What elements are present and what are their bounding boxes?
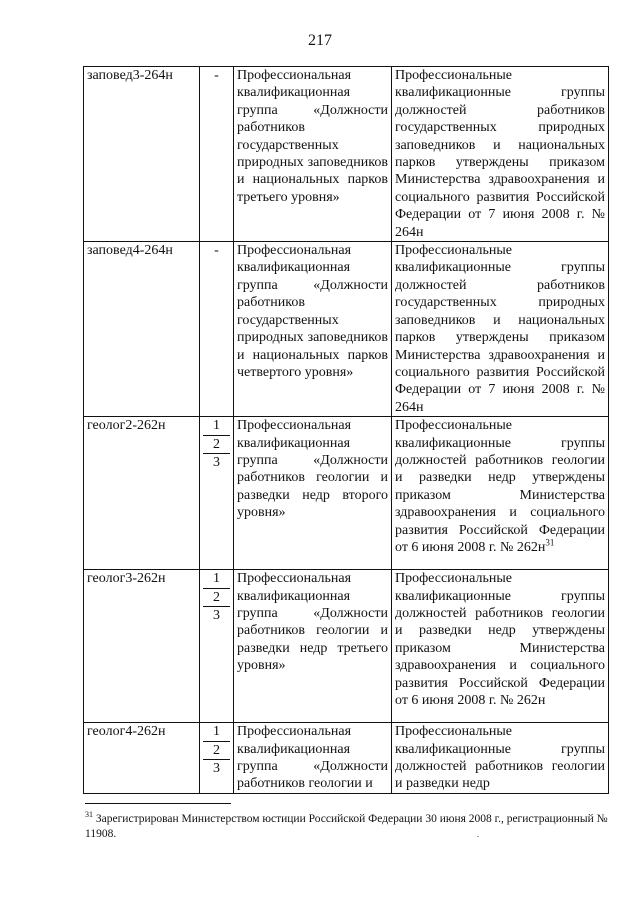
footnote: [85, 807, 610, 842]
level-value: 1: [203, 723, 230, 741]
level-value: 2: [203, 436, 230, 454]
level-value: 1: [203, 570, 230, 588]
level-value: 2: [203, 589, 230, 607]
row-source: Профессиональные квалификационные группы должностей работников государственных природных заповедников и национальных парков утверждены приказом Министерства здравоохранения и социального развития Российской Федерации от 7 июня 2008 г. № 264н: [392, 242, 609, 417]
table-row: [84, 570, 609, 723]
row-group: Профессиональная квалификационная группа «Должности работников геологии и разведки недр второго уровня»: [234, 417, 392, 570]
row-levels: [200, 417, 234, 570]
level-value: -: [214, 243, 219, 259]
table-row: [84, 417, 609, 570]
level-value: 3: [213, 454, 220, 470]
row-levels: [200, 723, 234, 794]
row-group: Профессиональная квалификационная группа «Должности работников государственных природных заповедников и национальных парков четвертого уровня»: [234, 242, 392, 417]
row-group: Профессиональная квалификационная группа «Должности работников геологии и: [234, 723, 392, 794]
scan-dot: .: [477, 830, 479, 839]
row-group: Профессиональная квалификационная группа «Должности работников государственных природных заповедников и национальных парков третьего уровня»: [234, 67, 392, 242]
qualification-groups-table: [83, 66, 609, 794]
level-value: 3: [213, 760, 220, 776]
level-value: 3: [213, 607, 220, 623]
row-levels: [200, 242, 234, 417]
table-row: [84, 723, 609, 794]
row-code: геолог4-262н: [84, 723, 200, 794]
level-value: 2: [203, 742, 230, 760]
level-value: 1: [203, 417, 230, 435]
row-code: заповед3-264н: [84, 67, 200, 242]
row-code: заповед4-264н: [84, 242, 200, 417]
row-group: Профессиональная квалификационная группа «Должности работников геологии и разведки недр третьего уровня»: [234, 570, 392, 723]
row-code: геолог2-262н: [84, 417, 200, 570]
footnote-text: Зарегистрирован Министерством юстиции Российской Федерации 30 июня 2008 г., регистрационный № 11908.: [85, 812, 608, 840]
row-source: Профессиональные квалификационные группы должностей работников геологии и разведки недр утверждены приказом Министерства здравоохранения и социального развития Российской Федерации от 6 июня 2008 г. № 262н: [392, 570, 609, 723]
row-source: Профессиональные квалификационные группы должностей работников геологии и разведки недр: [392, 723, 609, 794]
table-row: [84, 242, 609, 417]
row-source: Профессиональные квалификационные группы должностей работников государственных природных заповедников и национальных парков утверждены приказом Министерства здравоохранения и социального развития Российской Федерации от 7 июня 2008 г. № 264н: [392, 67, 609, 242]
footnote-mark: 31: [85, 810, 93, 819]
row-levels: [200, 67, 234, 242]
row-source-text: Профессиональные квалификационные группы должностей работников геологии и разведки недр утверждены приказом Министерства здравоохранения и социального развития Российской Федерации от 6 июня 2008 г. № 262н: [395, 418, 605, 555]
row-code: геолог3-262н: [84, 570, 200, 723]
footnote-divider: [85, 803, 231, 804]
row-levels: [200, 570, 234, 723]
page-number: 217: [308, 32, 332, 49]
row-source: [392, 417, 609, 570]
table-row: [84, 67, 609, 242]
footnote-reference[interactable]: 31: [545, 537, 555, 548]
level-value: -: [214, 68, 219, 83]
